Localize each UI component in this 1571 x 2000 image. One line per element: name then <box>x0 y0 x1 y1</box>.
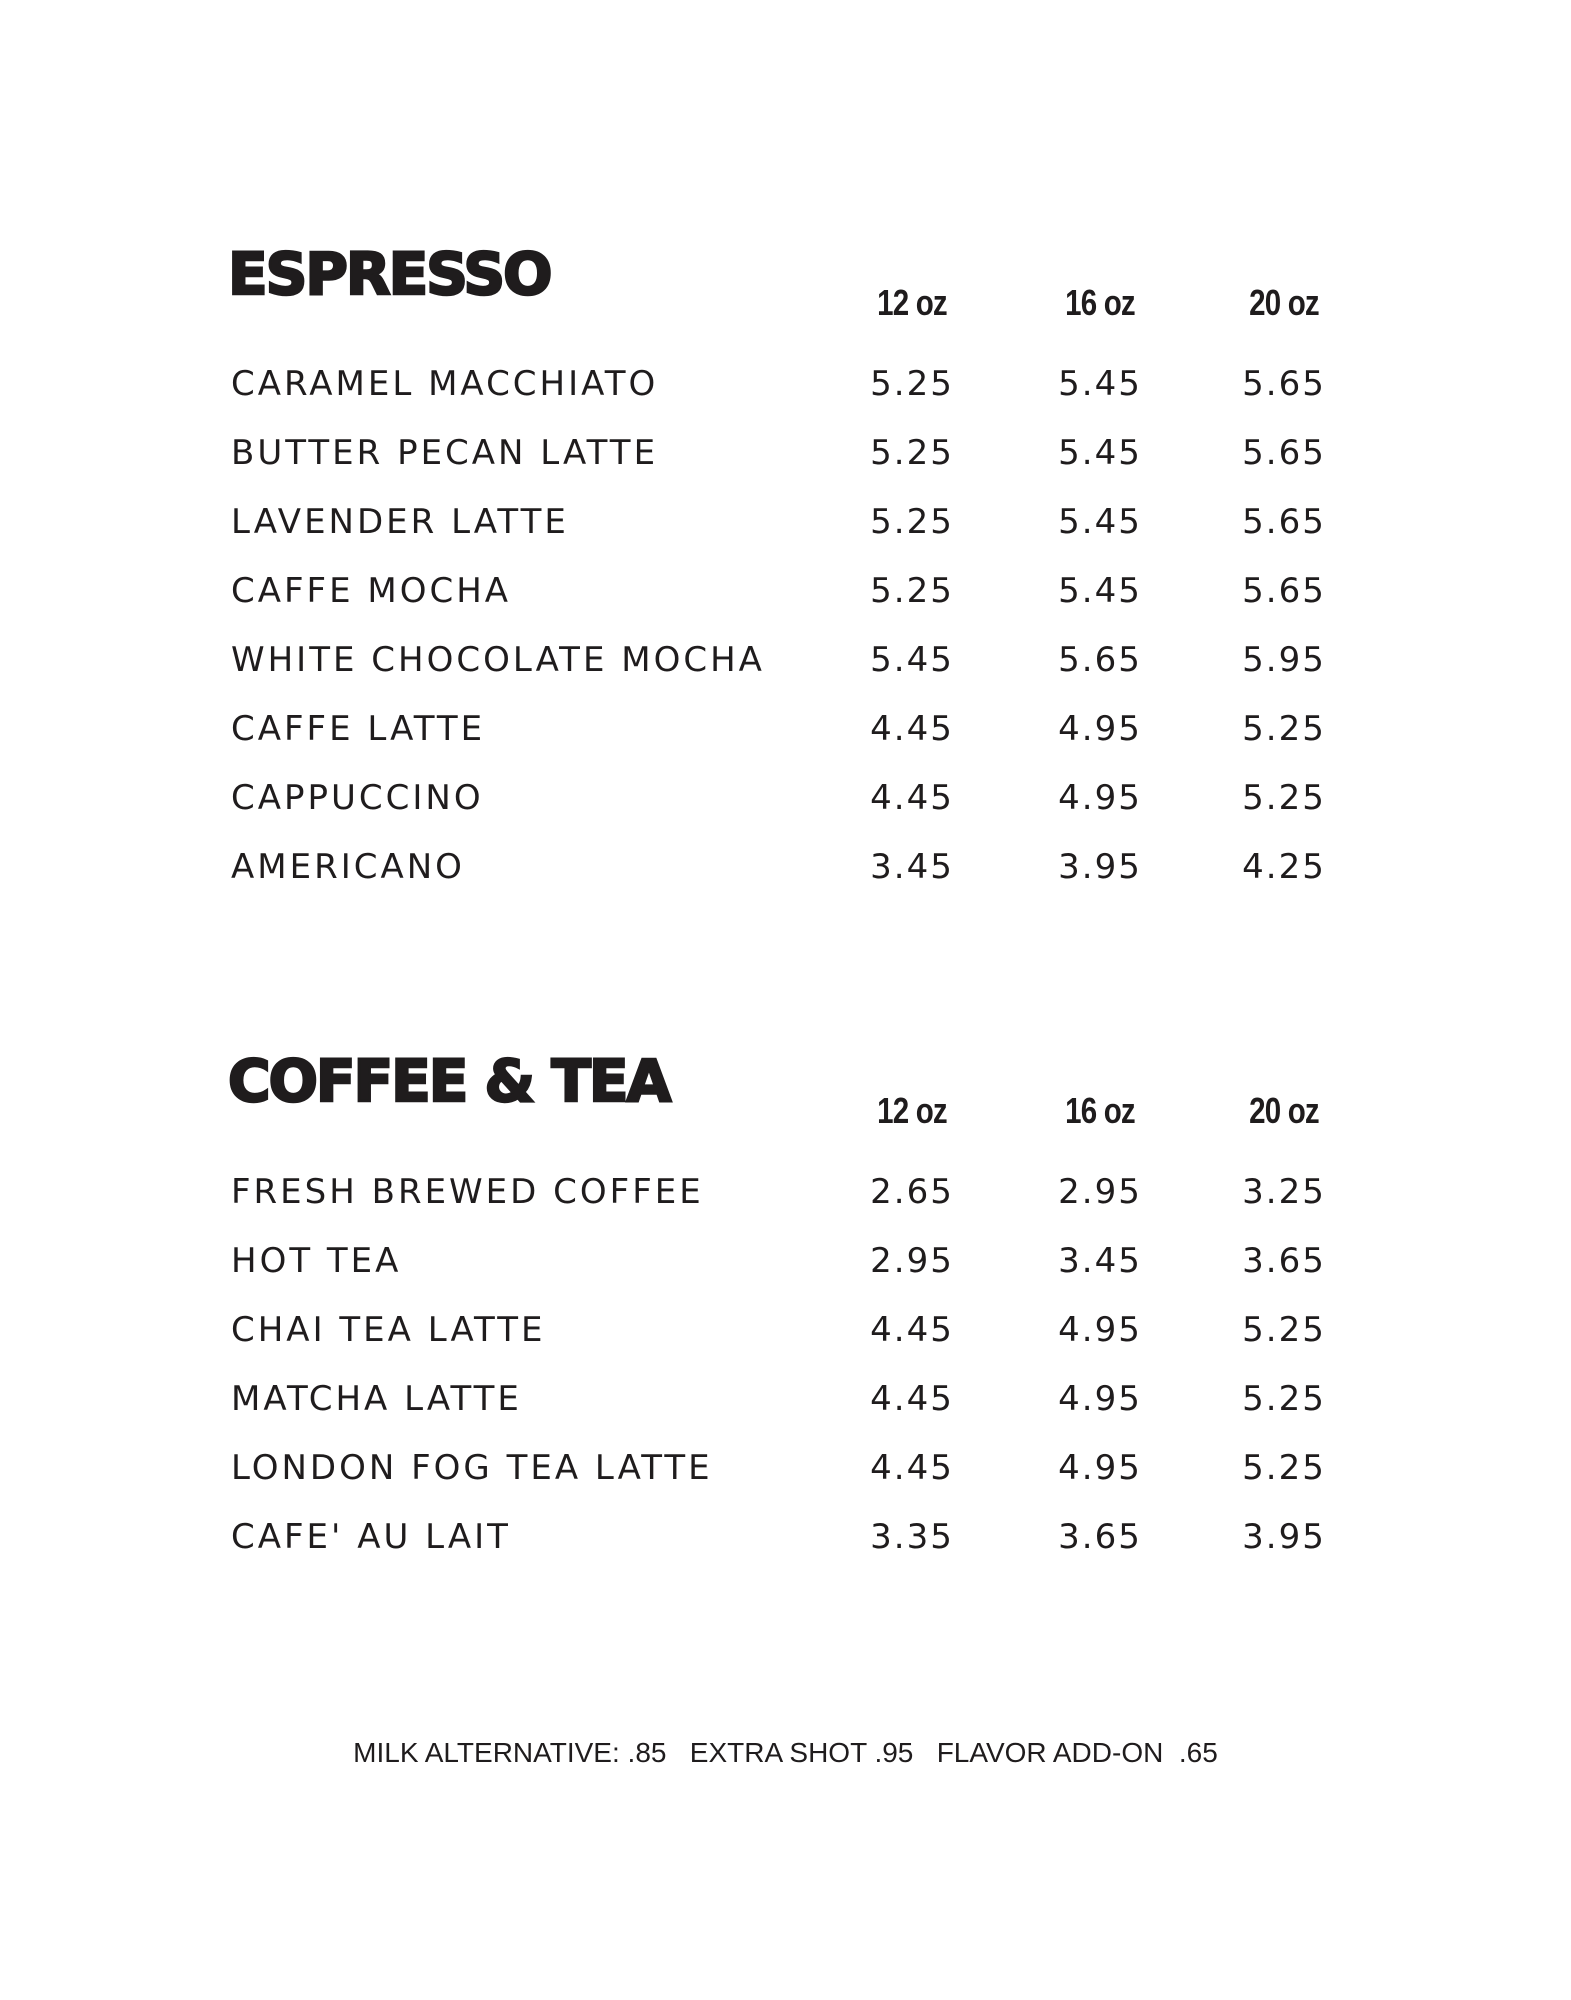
menu-item <box>0 1172 1571 1241</box>
espresso-section-title: ESPRESSO <box>228 240 551 308</box>
price-16oz: 3.95 <box>1058 847 1142 887</box>
size-header-20oz: 20 oz <box>1249 1090 1319 1131</box>
price-12oz: 5.25 <box>870 433 954 473</box>
price-20oz: 3.25 <box>1242 1172 1326 1212</box>
price-16oz: 5.45 <box>1058 364 1142 404</box>
item-name: MATCHA LATTE <box>231 1379 522 1419</box>
menu-item <box>0 640 1571 709</box>
item-name: CHAI TEA LATTE <box>231 1310 546 1350</box>
price-16oz: 3.45 <box>1058 1241 1142 1281</box>
price-12oz: 5.25 <box>870 364 954 404</box>
price-12oz: 4.45 <box>870 778 954 818</box>
item-name: FRESH BREWED COFFEE <box>231 1172 704 1212</box>
menu-item <box>0 364 1571 433</box>
menu-item <box>0 1310 1571 1379</box>
menu-item <box>0 1241 1571 1310</box>
price-20oz: 5.65 <box>1242 571 1326 611</box>
price-12oz: 4.45 <box>870 1448 954 1488</box>
price-12oz: 3.35 <box>870 1517 954 1557</box>
price-12oz: 2.95 <box>870 1241 954 1281</box>
item-name: CAPPUCCINO <box>231 778 484 818</box>
item-name: CARAMEL MACCHIATO <box>231 364 659 404</box>
price-16oz: 5.45 <box>1058 433 1142 473</box>
price-20oz: 5.65 <box>1242 433 1326 473</box>
menu-item <box>0 709 1571 778</box>
price-16oz: 5.45 <box>1058 571 1142 611</box>
size-header-12oz: 12 oz <box>877 282 947 323</box>
price-16oz: 4.95 <box>1058 778 1142 818</box>
price-16oz: 3.65 <box>1058 1517 1142 1557</box>
add-ons-note: MILK ALTERNATIVE: .85 EXTRA SHOT .95 FLAVOR ADD-ON .65 <box>353 1737 1218 1768</box>
price-20oz: 5.25 <box>1242 1310 1326 1350</box>
price-20oz: 3.95 <box>1242 1517 1326 1557</box>
price-16oz: 4.95 <box>1058 1310 1142 1350</box>
menu-item <box>0 778 1571 847</box>
size-header-12oz: 12 oz <box>877 1090 947 1131</box>
price-20oz: 4.25 <box>1242 847 1326 887</box>
price-12oz: 5.25 <box>870 571 954 611</box>
item-name: LAVENDER LATTE <box>231 502 569 542</box>
menu-item <box>0 502 1571 571</box>
price-12oz: 4.45 <box>870 1379 954 1419</box>
item-name: CAFE' AU LAIT <box>231 1517 511 1557</box>
price-20oz: 5.95 <box>1242 640 1326 680</box>
menu-item <box>0 433 1571 502</box>
size-header-16oz: 16 oz <box>1065 282 1135 323</box>
item-name: CAFFE LATTE <box>231 709 486 749</box>
price-12oz: 3.45 <box>870 847 954 887</box>
menu-item <box>0 571 1571 640</box>
price-16oz: 4.95 <box>1058 709 1142 749</box>
price-16oz: 5.45 <box>1058 502 1142 542</box>
size-header-16oz: 16 oz <box>1065 1090 1135 1131</box>
price-16oz: 4.95 <box>1058 1379 1142 1419</box>
item-name: BUTTER PECAN LATTE <box>231 433 659 473</box>
item-name: LONDON FOG TEA LATTE <box>231 1448 713 1488</box>
price-20oz: 5.65 <box>1242 364 1326 404</box>
price-20oz: 5.25 <box>1242 778 1326 818</box>
item-name: AMERICANO <box>231 847 465 887</box>
price-12oz: 5.45 <box>870 640 954 680</box>
price-12oz: 4.45 <box>870 1310 954 1350</box>
item-name: CAFFE MOCHA <box>231 571 512 611</box>
menu-item <box>0 1448 1571 1517</box>
item-name: WHITE CHOCOLATE MOCHA <box>231 640 765 680</box>
item-name: HOT TEA <box>231 1241 402 1281</box>
price-16oz: 5.65 <box>1058 640 1142 680</box>
menu-item <box>0 1517 1571 1586</box>
price-20oz: 5.25 <box>1242 1379 1326 1419</box>
price-16oz: 4.95 <box>1058 1448 1142 1488</box>
price-12oz: 2.65 <box>870 1172 954 1212</box>
coffee-tea-section-title: COFFEE & TEA <box>228 1047 670 1115</box>
price-16oz: 2.95 <box>1058 1172 1142 1212</box>
price-20oz: 5.65 <box>1242 502 1326 542</box>
price-12oz: 5.25 <box>870 502 954 542</box>
price-20oz: 3.65 <box>1242 1241 1326 1281</box>
size-header-20oz: 20 oz <box>1249 282 1319 323</box>
menu-item <box>0 1379 1571 1448</box>
price-12oz: 4.45 <box>870 709 954 749</box>
price-20oz: 5.25 <box>1242 709 1326 749</box>
menu-item <box>0 847 1571 916</box>
price-20oz: 5.25 <box>1242 1448 1326 1488</box>
